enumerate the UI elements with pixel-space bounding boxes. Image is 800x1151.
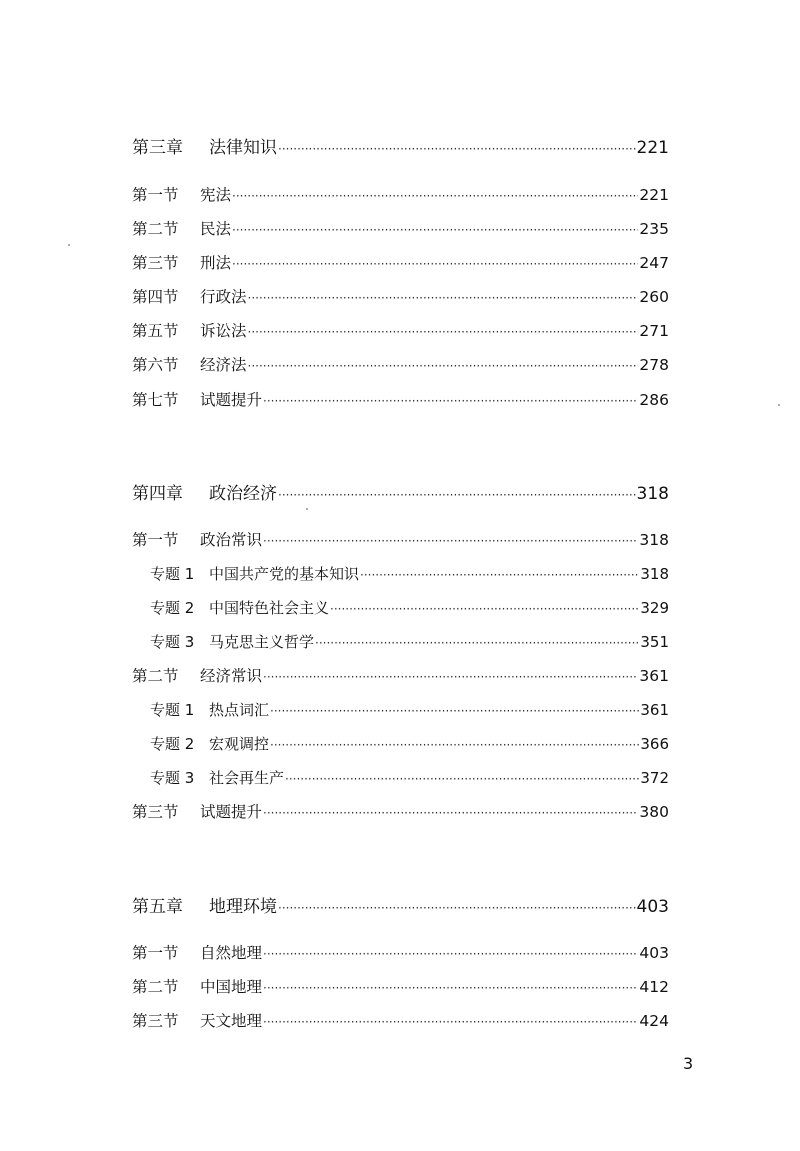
- toc-topic[interactable]: [150, 563, 669, 584]
- scan-speck: [306, 508, 308, 510]
- toc-entry[interactable]: [132, 251, 669, 273]
- leader-dots: [270, 704, 639, 718]
- chapter-page: 403: [636, 897, 669, 917]
- leader-dots: [263, 394, 638, 408]
- toc-entry[interactable]: [132, 353, 669, 375]
- leader-dots: [263, 981, 638, 995]
- leader-dots: [278, 901, 636, 915]
- section-label: 第六节: [132, 356, 179, 374]
- topic-label: 专题 2: [150, 735, 195, 753]
- topic-page: 318: [640, 565, 669, 583]
- section-label: 第二节: [132, 220, 179, 238]
- section-title: 行政法: [200, 288, 247, 306]
- leader-dots: [278, 488, 636, 502]
- chapter-label: 第五章: [132, 897, 183, 917]
- section-title: 经济法: [200, 356, 247, 374]
- section-title: 自然地理: [200, 944, 263, 962]
- page-number: 3: [683, 1054, 694, 1073]
- section-title: 宪法: [200, 186, 232, 204]
- toc-entry[interactable]: [132, 285, 669, 307]
- section-page: 235: [639, 220, 669, 238]
- leader-dots: [270, 738, 639, 752]
- toc-topic[interactable]: [150, 699, 669, 720]
- chapter-title: 法律知识: [209, 138, 277, 158]
- leader-dots: [248, 359, 639, 373]
- chapter-title: 政治经济: [209, 484, 277, 504]
- section-page: 318: [639, 531, 669, 549]
- toc-entry[interactable]: [132, 183, 669, 205]
- section-page: 361: [639, 667, 669, 685]
- section-page: 403: [639, 944, 669, 962]
- topic-title: 社会再生产: [209, 769, 285, 787]
- leader-dots: [248, 325, 639, 339]
- topic-title: 热点词汇: [209, 701, 270, 719]
- topic-page: 329: [640, 599, 669, 617]
- toc-entry[interactable]: [132, 217, 669, 239]
- toc-entry[interactable]: [132, 664, 669, 686]
- section-label: 第一节: [132, 186, 179, 204]
- section-title: 刑法: [200, 254, 232, 272]
- toc-entry[interactable]: [132, 319, 669, 341]
- topic-label: 专题 2: [150, 599, 195, 617]
- scan-speck: [68, 244, 70, 246]
- leader-dots: [232, 189, 638, 203]
- scan-speck: [778, 404, 780, 406]
- leader-dots: [248, 291, 639, 305]
- topic-title: 宏观调控: [209, 735, 270, 753]
- topic-title: 马克思主义哲学: [209, 633, 315, 651]
- leader-dots: [263, 534, 638, 548]
- chapter-title: 地理环境: [209, 897, 277, 917]
- toc-chapter-3[interactable]: [132, 133, 669, 158]
- toc-entry[interactable]: [132, 941, 669, 963]
- toc-topic[interactable]: [150, 733, 669, 754]
- section-page: 424: [639, 1012, 669, 1030]
- section-label: 第四节: [132, 288, 179, 306]
- section-label: 第五节: [132, 322, 179, 340]
- topic-label: 专题 1: [150, 701, 195, 719]
- leader-dots: [263, 1015, 638, 1029]
- section-label: 第三节: [132, 803, 179, 821]
- topic-page: 351: [640, 633, 669, 651]
- toc-entry[interactable]: [132, 388, 669, 410]
- toc-entry[interactable]: [132, 1009, 669, 1031]
- section-label: 第七节: [132, 391, 179, 409]
- section-title: 政治常识: [200, 531, 263, 549]
- topic-label: 专题 3: [150, 633, 195, 651]
- section-page: 247: [639, 254, 669, 272]
- section-page: 380: [639, 803, 669, 821]
- toc-entry[interactable]: [132, 800, 669, 822]
- toc-chapter-5[interactable]: [132, 892, 669, 917]
- toc-topic[interactable]: [150, 631, 669, 652]
- section-label: 第二节: [132, 667, 179, 685]
- leader-dots: [285, 772, 639, 786]
- topic-page: 366: [640, 735, 669, 753]
- section-title: 试题提升: [200, 391, 263, 409]
- leader-dots: [330, 602, 639, 616]
- topic-page: 372: [640, 769, 669, 787]
- section-title: 试题提升: [200, 803, 263, 821]
- section-page: 221: [639, 186, 669, 204]
- toc-topic[interactable]: [150, 597, 669, 618]
- toc-entry[interactable]: [132, 975, 669, 997]
- section-title: 经济常识: [200, 667, 263, 685]
- leader-dots: [278, 142, 636, 156]
- section-page: 278: [639, 356, 669, 374]
- section-label: 第一节: [132, 944, 179, 962]
- toc-entry[interactable]: [132, 528, 669, 550]
- chapter-label: 第四章: [132, 484, 183, 504]
- leader-dots: [360, 568, 639, 582]
- chapter-label: 第三章: [132, 138, 183, 158]
- chapter-page: 221: [636, 138, 669, 158]
- section-page: 260: [639, 288, 669, 306]
- section-page: 271: [639, 322, 669, 340]
- topic-label: 专题 1: [150, 565, 195, 583]
- topic-title: 中国共产党的基本知识: [209, 565, 360, 583]
- topic-title: 中国特色社会主义: [209, 599, 330, 617]
- section-label: 第三节: [132, 1012, 179, 1030]
- section-title: 中国地理: [200, 978, 263, 996]
- leader-dots: [263, 947, 638, 961]
- section-title: 天文地理: [200, 1012, 263, 1030]
- leader-dots: [315, 636, 639, 650]
- section-label: 第二节: [132, 978, 179, 996]
- section-label: 第一节: [132, 531, 179, 549]
- leader-dots: [232, 223, 638, 237]
- section-title: 民法: [200, 220, 232, 238]
- section-page: 286: [639, 391, 669, 409]
- leader-dots: [263, 670, 638, 684]
- topic-page: 361: [640, 701, 669, 719]
- leader-dots: [263, 806, 638, 820]
- leader-dots: [232, 257, 638, 271]
- section-label: 第三节: [132, 254, 179, 272]
- section-page: 412: [639, 978, 669, 996]
- topic-label: 专题 3: [150, 769, 195, 787]
- section-title: 诉讼法: [200, 322, 247, 340]
- chapter-page: 318: [636, 484, 669, 504]
- toc-chapter-4[interactable]: [132, 479, 669, 504]
- toc-topic[interactable]: [150, 767, 669, 788]
